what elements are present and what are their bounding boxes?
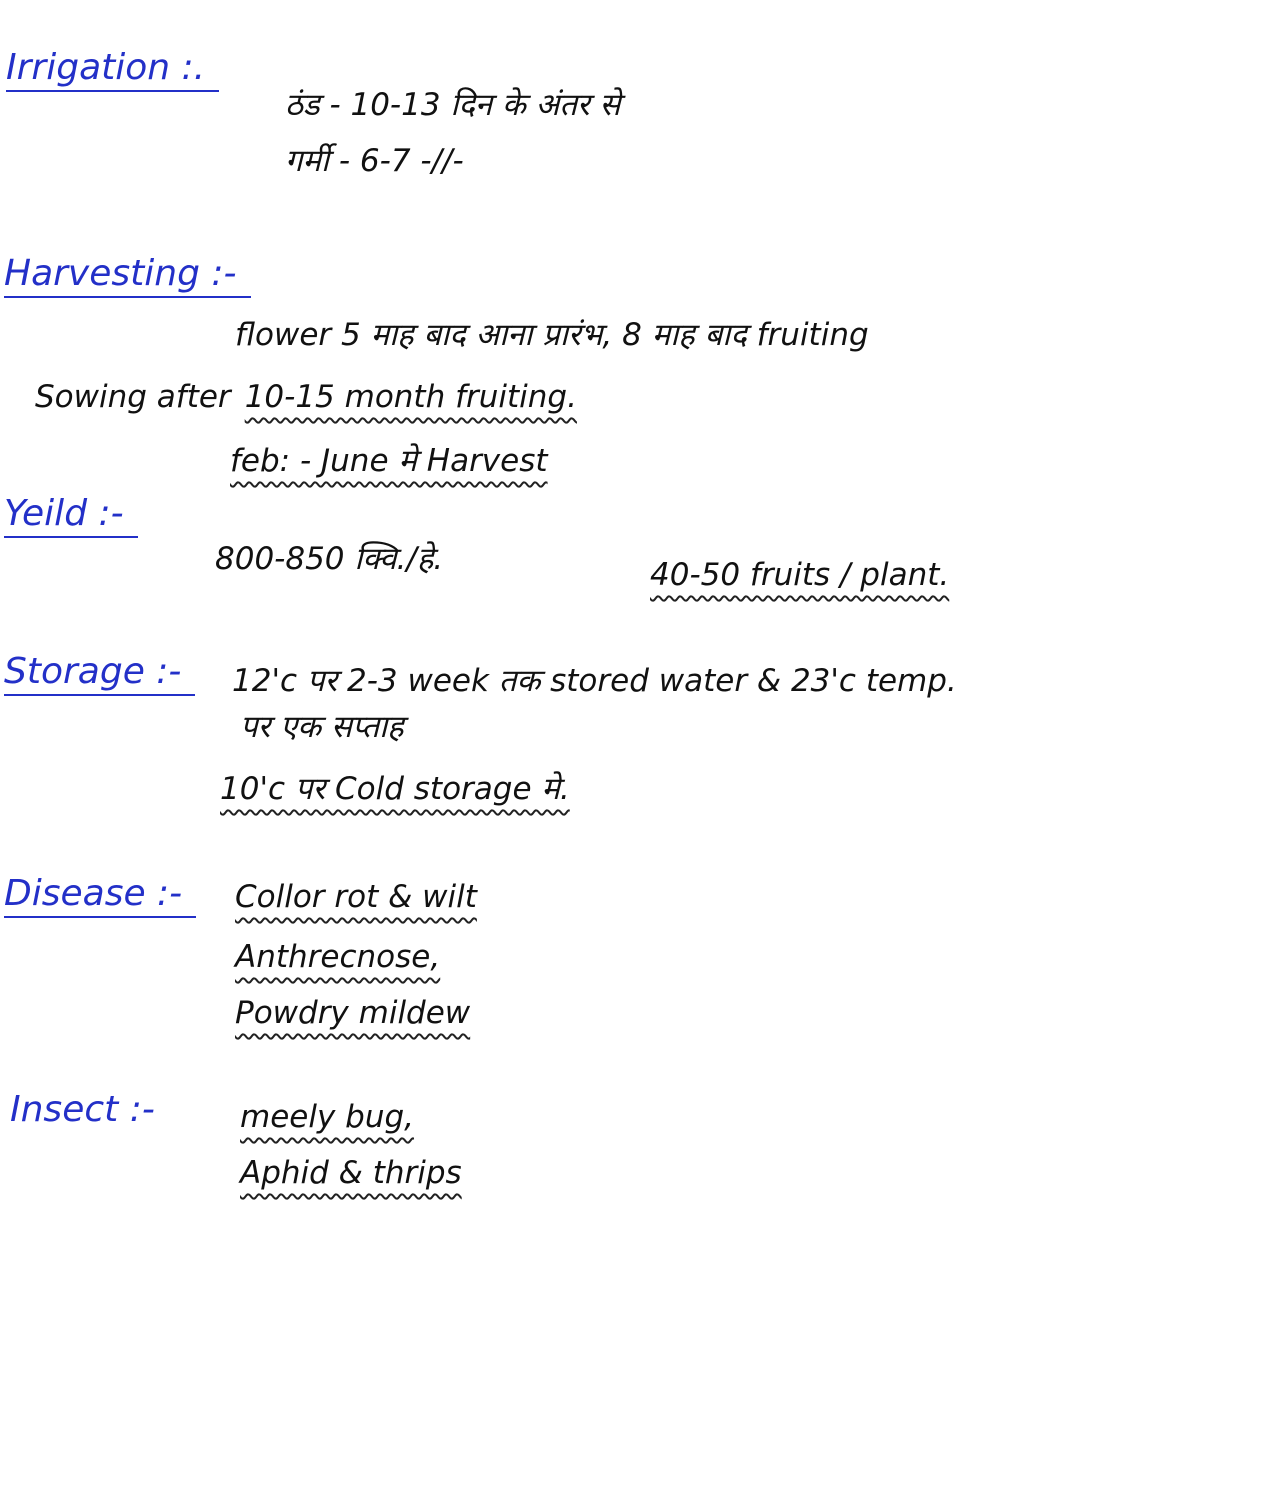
irrigation-winter-line: ठंड - 10-13 दिन के अंतर से	[285, 87, 621, 123]
disease-item	[235, 876, 477, 918]
harvesting-sowing-line	[35, 376, 577, 418]
harvest-months-text: feb: - June मे Harvest	[230, 443, 548, 479]
disease-item-text: Collor rot & wilt	[235, 879, 477, 915]
insect-heading: Insect :-	[10, 1089, 155, 1130]
disease-item-text: Anthrecnose,	[235, 939, 441, 975]
cold-storage-text: 10'c पर Cold storage मे.	[220, 771, 570, 807]
storage-line-1: 12'c पर 2-3 week तक stored water & 23'c temp.	[232, 663, 957, 699]
yield-per-plant	[650, 554, 949, 596]
disease-item	[235, 992, 470, 1034]
storage-heading: Storage :-	[4, 650, 195, 696]
fruiting-period-text: 10-15 month fruiting.	[244, 379, 577, 415]
insect-item-text: Aphid & thrips	[240, 1155, 462, 1191]
disease-item-text: Powdry mildew	[235, 995, 471, 1031]
irrigation-heading: Irrigation :.	[6, 46, 219, 92]
sowing-after-text: Sowing after	[35, 379, 231, 415]
insect-item	[240, 1096, 414, 1138]
insect-item-text: meely bug,	[240, 1099, 415, 1135]
insect-item	[240, 1152, 462, 1194]
harvesting-flower-line: flower 5 माह बाद आना प्रारंभ, 8 माह बाद fruiting	[235, 317, 869, 353]
disease-heading: Disease :-	[4, 872, 196, 918]
yield-heading: Yeild :-	[4, 492, 138, 538]
harvesting-heading: Harvesting :-	[4, 252, 251, 298]
irrigation-summer-line: गर्मी - 6-7 -//-	[285, 143, 464, 179]
harvesting-months-line	[230, 440, 548, 482]
disease-item	[235, 936, 440, 978]
storage-line-2: पर एक सप्ताह	[240, 709, 404, 745]
yield-per-plant-text: 40-50 fruits / plant.	[650, 557, 950, 593]
yield-per-hectare: 800-850 क्वि./हे.	[215, 541, 444, 577]
storage-line-3	[220, 768, 570, 810]
